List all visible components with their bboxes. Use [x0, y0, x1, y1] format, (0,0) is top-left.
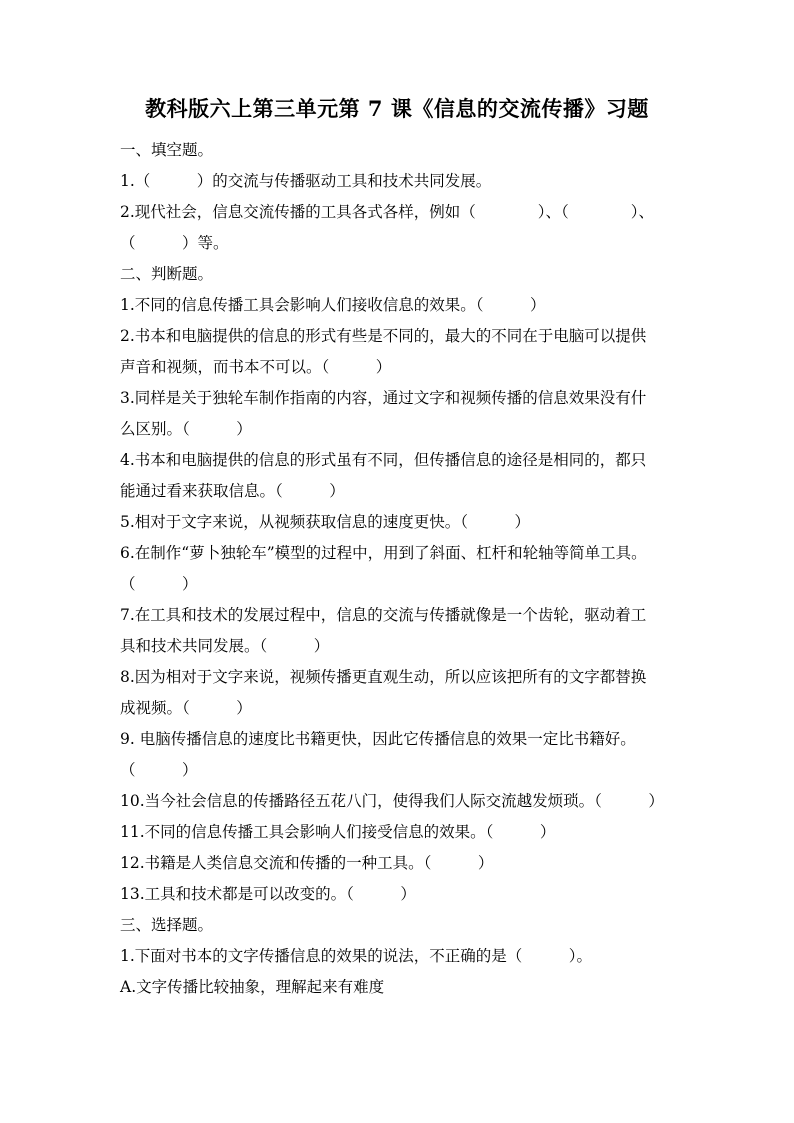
text-line: 10.当今社会信息的传播路径五花八门，使得我们人际交流越发烦琐。（ ）: [120, 792, 664, 810]
text-line: 具和技术共同发展。（ ）: [120, 637, 330, 655]
text-line: 9. 电脑传播信息的速度比书籍更快，因此它传播信息的效果一定比书籍好。: [120, 730, 636, 748]
text-line: 11.不同的信息传播工具会影响人们接受信息的效果。（ ）: [120, 823, 556, 841]
text-line: 7.在工具和技术的发展过程中，信息的交流与传播就像是一个齿轮，驱动着工: [120, 606, 647, 624]
text-line: 12.书籍是人类信息交流和传播的一种工具。（ ）: [120, 854, 494, 872]
text-line: 声音和视频，而书本不可以。（ ）: [120, 358, 392, 376]
text-line: 三、选择题。: [120, 916, 214, 934]
text-line: 6.在制作“萝卜独轮车”模型的过程中，用到了斜面、杠杆和轮轴等简单工具。: [120, 544, 647, 562]
text-line: 5.相对于文字来说，从视频获取信息的速度更快。（ ）: [120, 513, 531, 531]
text-line: A.文字传播比较抽象，理解起来有难度: [120, 978, 385, 996]
text-line: 二、判断题。: [120, 265, 214, 283]
text-line: 3.同样是关于独轮车制作指南的内容，通过文字和视频传播的信息效果没有什: [120, 389, 647, 407]
text-line: 么区别。（ ）: [120, 420, 252, 438]
text-line: （ ）等。: [120, 234, 229, 252]
text-line: 4.书本和电脑提供的信息的形式虽有不同，但传播信息的途径是相同的，都只: [120, 451, 647, 469]
text-line: 13.工具和技术都是可以改变的。（ ）: [120, 885, 416, 903]
question-list: [120, 135, 680, 1003]
text-line: 8.因为相对于文字来说，视频传播更直观生动，所以应该把所有的文字都替换: [120, 668, 647, 686]
text-line: 成视频。（ ）: [120, 699, 252, 717]
text-line: 1.不同的信息传播工具会影响人们接收信息的效果。（ ）: [120, 296, 546, 314]
text-line: （ ）: [120, 761, 198, 779]
page-title: 教科版六上第三单元第 7 课《信息的交流传播》习题: [145, 96, 649, 121]
text-line: 能通过看来获取信息。（ ）: [120, 482, 345, 500]
text-line: 2.书本和电脑提供的信息的形式有些是不同的，最大的不同在于电脑可以提供: [120, 327, 647, 345]
text-line: 1.下面对书本的文字传播信息的效果的说法，不正确的是（ ）。: [120, 947, 593, 965]
text-line: 1.（ ）的交流与传播驱动工具和技术共同发展。: [120, 172, 492, 190]
text-line: 2.现代社会，信息交流传播的工具各式各样，例如（ ）、（ ）、: [120, 203, 655, 221]
text-line: （ ）: [120, 575, 198, 593]
text-line: 一、填空题。: [120, 141, 214, 159]
